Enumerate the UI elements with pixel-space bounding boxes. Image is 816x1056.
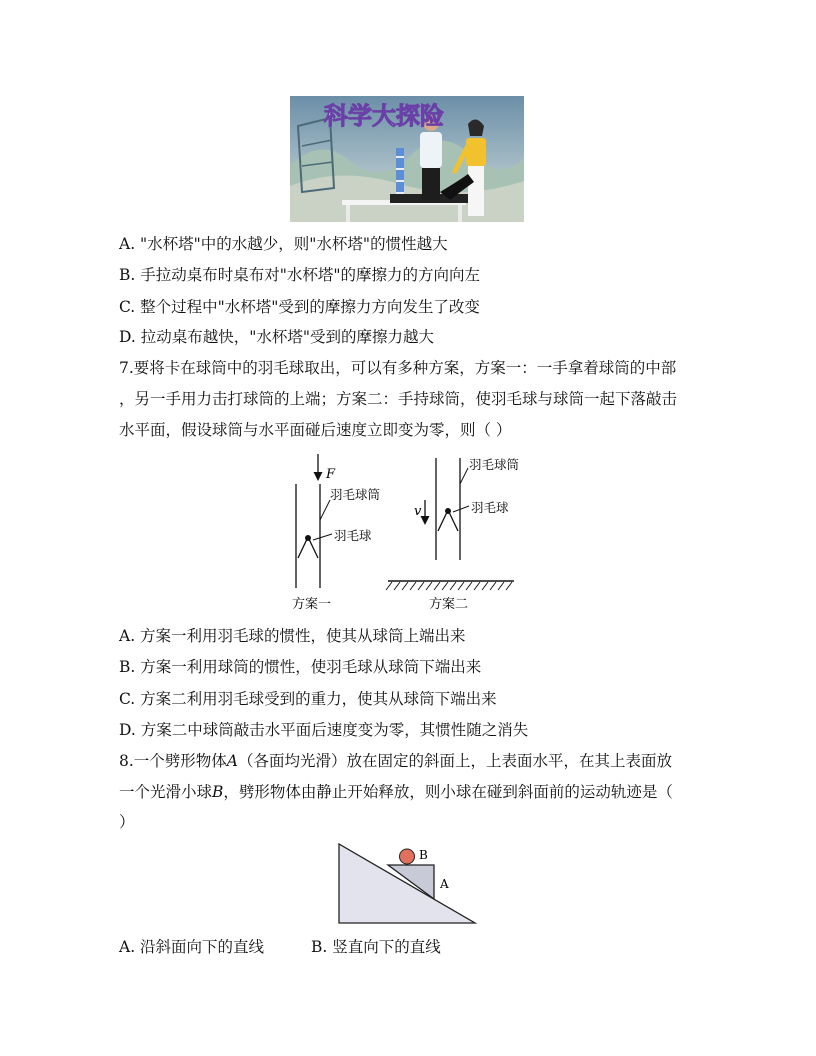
q8-stem-line-1: 8.一个劈形物体A（各面均光滑）放在固定的斜面上，上表面水平，在其上表面放	[119, 752, 673, 770]
var-b: B	[212, 783, 224, 801]
tube-label-1: 羽毛球筒	[330, 487, 381, 502]
q7-option-d: D. 方案二中球筒敲击水平面后速度变为零，其惯性随之消失	[119, 721, 529, 739]
label-a: A	[440, 877, 449, 891]
force-arrow-icon	[314, 472, 323, 481]
q7-stem-line-3: 水平面，假设球筒与水平面碰后速度立即变为零，则（ ）	[119, 421, 512, 439]
banner-text: 科学大探险	[324, 101, 444, 130]
velocity-arrow-icon	[421, 516, 430, 525]
q8-options-row	[119, 937, 264, 957]
velocity-label: v	[414, 504, 422, 519]
q7-figure	[280, 448, 530, 616]
var-a: A	[226, 752, 238, 770]
caption-scheme-1: 方案一	[292, 597, 332, 612]
q7-stem-line-1: 7.要将卡在球筒中的羽毛球取出，可以有多种方案，方案一：一手拿着球筒的中部	[119, 359, 677, 377]
q7-stem-line-2: ，另一手用力击打球筒的上端；方案二：手持球筒，使羽毛球与球筒一起下落敲击	[119, 390, 678, 408]
force-label: F	[326, 467, 336, 482]
caption-scheme-2: 方案二	[429, 597, 469, 612]
q6-option-a: A. "水杯塔"中的水越少，则"水杯塔"的惯性越大	[119, 235, 448, 253]
ball-b	[400, 849, 415, 864]
shuttle-label-2: 羽毛球	[471, 500, 509, 515]
scheme-1-diagram	[292, 454, 380, 612]
q8-option-a: A. 沿斜面向下的直线	[119, 938, 265, 956]
q8-figure	[336, 840, 480, 928]
q8-stem-line-2: 一个光滑小球B，劈形物体由静止开始释放，则小球在碰到斜面前的运动轨迹是（	[119, 783, 673, 801]
q6-option-c: C. 整个过程中"水杯塔"受到的摩擦力方向发生了改变	[119, 298, 480, 316]
q8-option-b: B. 竖直向下的直线	[311, 938, 441, 956]
q7-option-b: B. 方案一利用球筒的惯性，使羽毛球从球筒下端出来	[119, 658, 482, 676]
q6-option-d: D. 拉动桌布越快，"水杯塔"受到的摩擦力越大	[119, 328, 434, 346]
q7-option-a: A. 方案一利用羽毛球的惯性，使其从球筒上端出来	[119, 627, 466, 645]
q7-option-c: C. 方案二利用羽毛球受到的重力，使其从球筒下端出来	[119, 690, 497, 708]
label-b: B	[419, 848, 428, 862]
shuttle-label-1: 羽毛球	[334, 528, 372, 543]
tube-label-2: 羽毛球筒	[469, 457, 520, 472]
q8-stem-line-3: ）	[119, 813, 135, 831]
scheme-2-diagram	[386, 457, 519, 612]
q6-option-b: B. 手拉动桌布时桌布对"水杯塔"的摩擦力的方向向左	[119, 266, 481, 284]
show-photo	[290, 96, 524, 222]
